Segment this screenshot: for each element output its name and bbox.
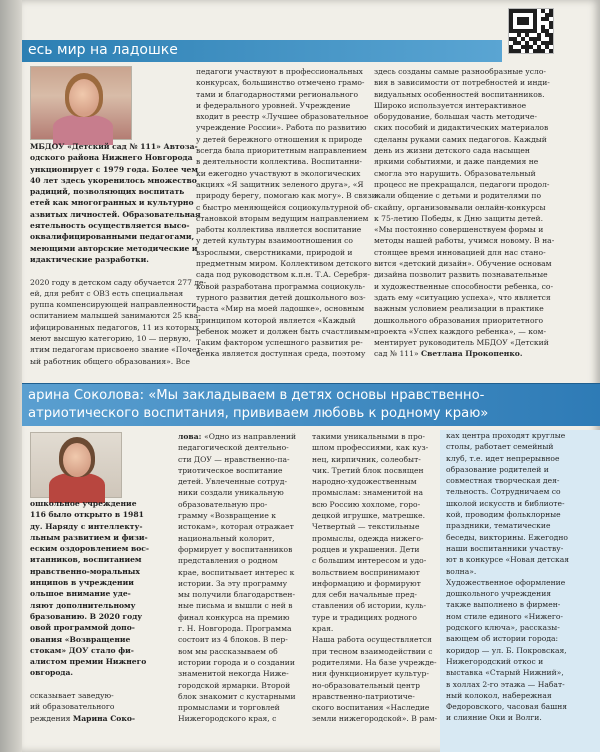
- text-line: но-образовательный центр: [312, 680, 420, 690]
- text-line: у детей культуры взаимоотношения со: [196, 236, 353, 246]
- text-line: тами и благодарностями регионального: [196, 89, 359, 99]
- text-line: образование родителей и: [446, 464, 549, 474]
- text-line: при тесном взаимодействии с: [312, 646, 433, 656]
- text-line: волна».: [446, 566, 477, 576]
- text-line: день из жизни детского сада насыщен: [374, 146, 530, 156]
- text-line: ифицированных педагогов, 11 из которых: [30, 322, 200, 332]
- text-line: крае, воспитывает интерес к: [178, 567, 295, 577]
- text-line: важным условием реализации в практике: [374, 304, 544, 314]
- text-line: [30, 265, 178, 276]
- text-line: вия в зависимости от потребностей и инди-: [374, 78, 550, 88]
- text-line: ковой разработана программа социокуль-: [196, 281, 366, 291]
- text-line: алистом премии Нижнего: [30, 657, 147, 667]
- article-column-3: [374, 66, 554, 380]
- text-line: радиций, позволяющих воспитать: [30, 187, 185, 197]
- text-line: коридор — ул. Б. Покровская,: [446, 645, 567, 655]
- text-line: работы коллектива является воспитание: [196, 225, 362, 235]
- text-line: промыслы, одежда нижего-: [312, 533, 424, 543]
- signature-name: Светлана Прокопенко.: [421, 349, 523, 359]
- text-line: с быстро меняющейся социокультурной об-: [196, 202, 373, 212]
- text-line: дизайна позволит развить познавательные: [374, 270, 548, 280]
- text-line: етей как многогранных и культурно: [30, 198, 194, 208]
- text-line: входит в реестр «Лучшее образовательное: [196, 112, 369, 122]
- interviewee-name: Марина Соко-: [72, 713, 136, 723]
- text-line: выставка «Старый Нижний»,: [446, 668, 564, 678]
- text-line: г. Н. Новгорода. Программа: [178, 624, 292, 634]
- text-line: раста «Мир на моей ладошке», основным: [196, 304, 365, 314]
- text-line: кой, проводим фольклорные: [446, 510, 561, 520]
- text-line: 40 лет здесь укоренилось множество: [30, 175, 197, 185]
- text-line: сти ДОУ — нравственно-па-: [178, 454, 290, 464]
- text-line: вольствием воспринимают: [312, 567, 420, 577]
- text-line: родцев и украшения. Дети: [312, 544, 420, 554]
- text-line: в холлах 2-го этажа — Набат-: [446, 679, 565, 689]
- text-line: в деятельности коллектива. Воспитанни-: [196, 157, 362, 167]
- text-line: у детей бережного отношения к природе: [196, 134, 363, 144]
- text-line: нравственно-моральных: [30, 566, 140, 576]
- text-line: смогла это нарушить. Образовательный: [374, 168, 536, 178]
- text-line: Художественное оформление: [446, 577, 566, 587]
- text-line: бенка является доступная среда, поэтому: [196, 349, 366, 359]
- text-fragment: «Одно из направлений: [204, 432, 297, 441]
- text-line: ятим педагогам присвоено звание «Почет-: [30, 345, 204, 355]
- section-title: есь мир на ладошке: [28, 42, 178, 58]
- sidebar-highlight-box: [440, 430, 600, 752]
- text-line: дошкольного образования приоритетного: [374, 315, 544, 325]
- text-line: 116 было открыто в 1981: [30, 510, 144, 520]
- text-line: и слияние Оки и Волги.: [446, 713, 542, 723]
- text-line: здать ему «ситуацию успеха», что является: [374, 292, 551, 302]
- text-line: еятельность осуществляется высо-: [30, 221, 190, 231]
- text-line: праздники, тематические: [446, 521, 551, 531]
- col1-last-prefix: реждения: [30, 713, 73, 723]
- text-line: блок знакомит с кустарными: [178, 691, 296, 701]
- text-line: вится «детский дизайн». Обучение основам: [374, 259, 552, 269]
- text-line: образовательную про-: [178, 499, 268, 509]
- text-line: процесс не прекращался, педагоги продол-: [374, 179, 550, 189]
- text-line: проекта «Успех каждого ребенка», — ком-: [374, 326, 547, 336]
- text-line: ду. Наряду с интеллекту-: [30, 521, 143, 531]
- text-line: нец, кирпичник, солеобыт-: [312, 454, 421, 464]
- text-line: ольшое внимание уде-: [30, 589, 131, 599]
- section-header-bar: [22, 40, 502, 62]
- text-line: родского ключа», рассказы-: [446, 623, 560, 633]
- text-line: еским оздоровлением вос-: [30, 544, 150, 554]
- text-line: грамму «Возвращение к: [178, 511, 276, 521]
- text-line: видуальных особенностей воспитанников.: [374, 89, 545, 99]
- text-line: беседы, викторины. Ежегодно: [446, 532, 568, 542]
- interview-column-3: [312, 431, 436, 752]
- magazine-page: [22, 0, 600, 752]
- quote-headline-bar: [22, 384, 600, 426]
- text-line: ют в конкурсе «Новая детская: [446, 555, 570, 565]
- text-line: шлом профессиями, как куз-: [312, 443, 429, 453]
- text-line: методы нашей работы, учимся новому. В на-: [374, 236, 555, 246]
- text-line: промыслам: знаменитой на: [312, 488, 424, 498]
- interviewee-name-cont: лова:: [178, 432, 205, 441]
- quote-line-2: атриотического воспитания, прививаем любовь к родному краю»: [28, 406, 489, 421]
- text-line: предметным миром. Коллективом детского: [196, 259, 372, 269]
- text-line: земли нижегородской». В рам-: [312, 714, 438, 724]
- text-line: учреждение России». Работа по развитию: [196, 123, 367, 133]
- text-line: состоит из 4 блоков. В пер-: [178, 635, 288, 645]
- text-line: ских пособий и дидактических материалов: [374, 123, 549, 133]
- text-line: взрослыми, сверстниками, природой и: [196, 247, 353, 257]
- qr-code-icon[interactable]: [508, 8, 554, 54]
- text-line: нравственно-патриотиче-: [312, 691, 415, 701]
- text-line: овой программой допо-: [30, 623, 135, 633]
- text-line: ошкольное учреждение: [30, 499, 137, 508]
- qr-module: [549, 49, 553, 53]
- text-line: столы, работает семейный: [446, 442, 554, 452]
- text-line: триотическое воспитание: [178, 465, 283, 475]
- text-line: формирует у воспитанников: [178, 544, 293, 554]
- text-line: туре и традициях родного: [312, 612, 417, 622]
- text-line: сада под руководством к.п.н. Т.А. Серебря-: [196, 270, 370, 280]
- text-line: Широко используется интерактивное: [374, 100, 527, 110]
- text-line: МБДОУ «Детский сад № 111» Автоза-: [30, 142, 198, 151]
- text-line: промыслами и торговлей: [178, 703, 280, 713]
- text-line: истории. За эту программу: [178, 578, 288, 588]
- text-line: ный колокол, набережная: [446, 690, 552, 700]
- text-line: ные письма и вышли с ней в: [178, 601, 293, 611]
- text-line: и федерального уровней. Учреждение: [196, 100, 351, 110]
- article-column-2: [196, 66, 378, 376]
- text-line: дошкольного учреждения: [446, 589, 552, 599]
- photo-face-shape: [63, 443, 91, 477]
- text-line: чик. Третий блок посвящен: [312, 465, 424, 475]
- text-line: Наша работа осуществляется: [312, 635, 432, 645]
- text-line: всю Россию хохломе, горо-: [312, 499, 421, 509]
- quote-line-1: арина Соколова: «Мы закладываем в детях основы нравственно-: [28, 388, 485, 403]
- text-line: овгорода.: [30, 668, 74, 678]
- text-line: истории города и о создании: [178, 657, 295, 667]
- text-line: ментирует руководитель МБДОУ «Детский: [374, 338, 549, 348]
- text-line: оборудование, большая часть методиче-: [374, 112, 537, 122]
- text-line: с большим интересом и удо-: [312, 556, 427, 566]
- text-line: ссказывает заведую-: [30, 691, 114, 701]
- interview-column-2: [178, 431, 308, 752]
- text-line: Федоровского, часовая башня: [446, 702, 568, 712]
- text-line: педагогической деятельно-: [178, 443, 289, 453]
- text-line: к 75-летию Победы, к Дню защиты детей.: [374, 213, 544, 223]
- text-line: акциях «Я защитник зеленого друга», «Я: [196, 179, 364, 189]
- photo-face-shape: [69, 79, 99, 117]
- text-line: ования «Возвращение: [30, 634, 131, 644]
- text-line: для себя начальные пред-: [312, 590, 417, 600]
- text-line: мы получили благодарствен-: [178, 590, 296, 600]
- text-line: ки ежегодно участвуют в экологических: [196, 168, 361, 178]
- text-line: жали общение с детьми и родителями по: [374, 191, 542, 201]
- text-line: стоящее время инновацией для нас стано-: [374, 247, 546, 257]
- text-line: городской ярмарки. Второй: [178, 680, 291, 690]
- text-line: скайпу, организовывали онлайн-конкурсы: [374, 202, 546, 212]
- text-line: тельность. Сотрудничаем со: [446, 487, 561, 497]
- text-line: и художественные способности ребенка, со-: [374, 281, 554, 291]
- text-line: клуб, т.е. идет непрерывное: [446, 453, 560, 463]
- text-line: ребенок может и должен быть счастливым».: [196, 326, 378, 336]
- text-line: совместная творческая дея-: [446, 476, 560, 486]
- text-line: принципом которой является «Каждый: [196, 315, 356, 325]
- text-line: одского района Нижнего Новгорода: [30, 153, 193, 163]
- interview-column-1: [30, 498, 170, 752]
- text-line: Таким фактором успешного развития ре-: [196, 338, 363, 348]
- text-line: ники создали уникальную: [178, 488, 284, 498]
- text-line: идактические разработки.: [30, 254, 149, 264]
- text-line: ния функционирует культур-: [312, 669, 429, 679]
- text-line: «Мы постоянно совершенствуем формы и: [374, 225, 544, 235]
- portrait-photo-director: [30, 66, 132, 140]
- text-line: яркими событиями, и даже пандемия не: [374, 157, 539, 167]
- text-line: Четвертый — текстильные: [312, 522, 420, 532]
- text-line: оквалифицированными педагогами,: [30, 232, 195, 242]
- text-line: ках центра проходят круглые: [446, 431, 566, 440]
- text-line: финал конкурса на премию: [178, 612, 290, 622]
- text-line: ункционирует с 1979 года. Более чем: [30, 164, 198, 174]
- text-line: стокам» ДОУ стало фи-: [30, 645, 134, 655]
- text-line: руппа компенсирующей направленности.: [30, 300, 199, 310]
- text-line: народно-художественным: [312, 477, 417, 487]
- text-line: национальный колорит,: [178, 533, 275, 543]
- text-line: ый работник общего образования». Все: [30, 356, 190, 366]
- text-line: оспитанием малышей занимаются 25 ква-: [30, 311, 201, 321]
- text-line: азвитых личностей. Образовательная: [30, 209, 201, 219]
- text-line: школой искусств и библиоте-: [446, 498, 565, 508]
- text-line: детей. Увлеченные сотруд-: [178, 477, 288, 487]
- text-line: истокам», которая отражает: [178, 522, 294, 532]
- text-line: децкой игрушке, матрешке.: [312, 511, 426, 521]
- text-line: ей, для ребят с ОВЗ есть специальная: [30, 288, 184, 298]
- text-line: наши воспитанники участву-: [446, 543, 564, 553]
- text-line: 2020 году в детском саду обучается 277 де-: [30, 277, 207, 287]
- text-line: ляют дополнительному: [30, 600, 136, 610]
- text-line: родителями. На базе учрежде-: [312, 657, 437, 667]
- text-line: инципов в учреждении: [30, 578, 134, 588]
- text-line: здесь созданы самые разнообразные усло-: [374, 67, 546, 76]
- text-line: становкой вторым ведущим направлением: [196, 213, 369, 223]
- text-line: турного развития детей дошкольного воз-: [196, 292, 366, 302]
- article-column-1: [30, 141, 207, 381]
- text-line: всегда была приоритетным направлением: [196, 146, 367, 156]
- text-line: ий образовательного: [30, 702, 115, 712]
- text-line: вом мы рассказываем об: [178, 646, 278, 656]
- text-line: Нижегородский откос и: [446, 656, 544, 666]
- text-line: сделаны руками самих педагогов. Каждый: [374, 134, 547, 144]
- text-line: конкурсах, большинство отмечено грамо-: [196, 78, 365, 88]
- text-line: вающем об истории города:: [446, 634, 559, 644]
- portrait-photo-sokolova: [30, 432, 122, 498]
- text-line: Нижегородского края, с: [178, 714, 277, 724]
- text-line: [30, 679, 170, 690]
- text-line: такими уникальными в про-: [312, 432, 425, 441]
- text-line: информацию и формируют: [312, 578, 421, 588]
- text-line: ном стиле единого «Нижего-: [446, 611, 563, 621]
- text-line: льным развитием и физи-: [30, 532, 148, 542]
- text-line: [178, 431, 308, 442]
- text-line: меющими авторские методические и: [30, 243, 198, 253]
- text-line: ского воспитания «Наследие: [312, 703, 430, 713]
- text-line: меют высшую категорию, 10 — первую,: [30, 334, 191, 344]
- interview-column-4: [446, 430, 598, 752]
- text-line: знаменитой некогда Ниже-: [178, 669, 289, 679]
- text-line: также выполнено в фирмен-: [446, 600, 561, 610]
- text-line: итанников, воспитанием: [30, 555, 142, 565]
- signature-prefix: сад № 111»: [374, 349, 422, 359]
- text-line: ставления об истории, куль-: [312, 601, 427, 611]
- text-line: педагоги участвуют в профессиональных: [196, 67, 363, 76]
- text-line: бразованию. В 2020 году: [30, 611, 143, 621]
- text-line: природу берегу, помогаю как могу». В связи: [196, 191, 377, 201]
- text-line: представления о родном: [178, 556, 278, 566]
- text-line: края.: [312, 624, 334, 634]
